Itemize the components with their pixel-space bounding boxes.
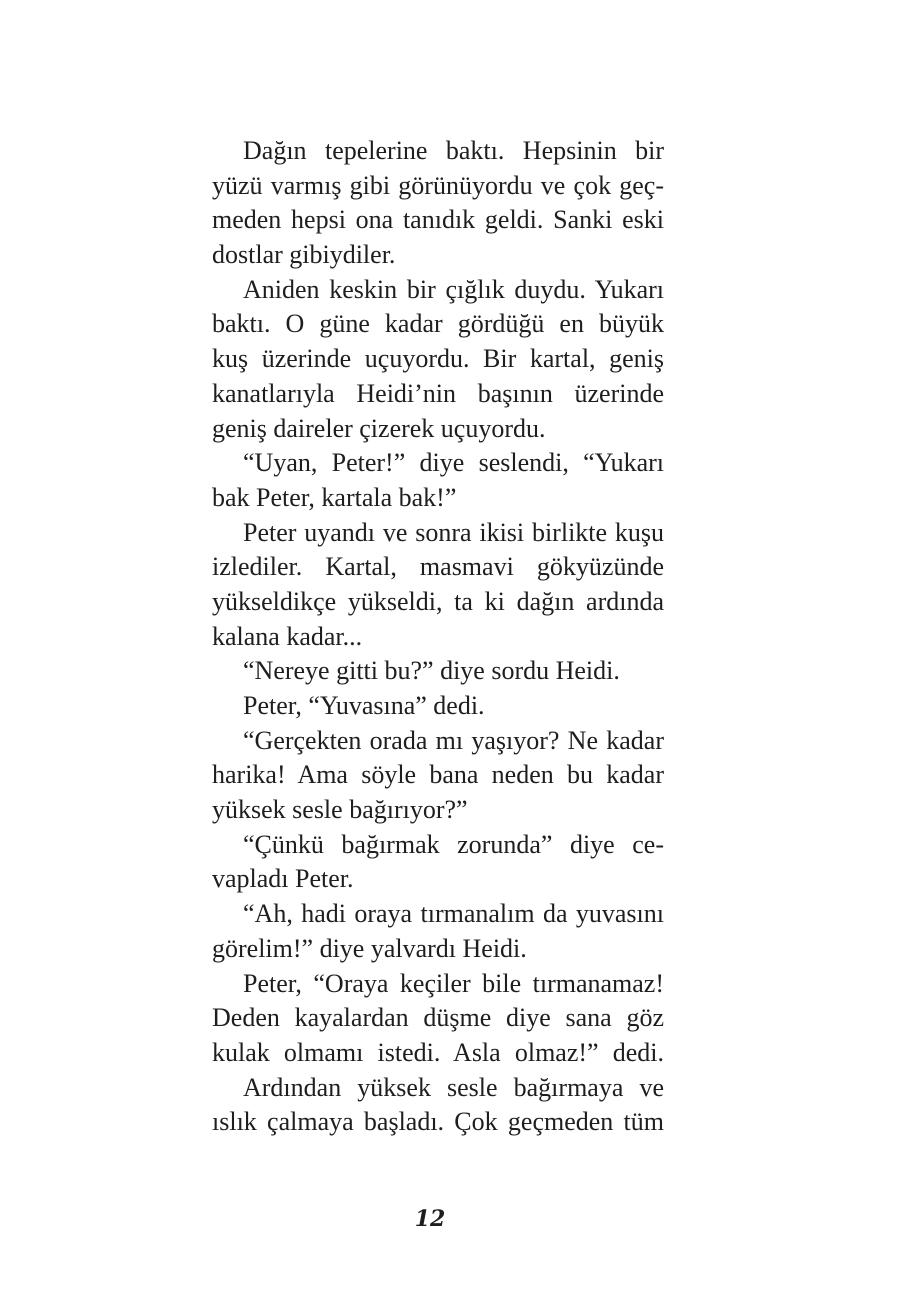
text-line: kanatlarıyla Heidi’nin başının üzerinde xyxy=(212,378,664,408)
text-line: “Ah, hadi oraya tırmanalım da yuvasını xyxy=(243,899,664,929)
text-line: Dağın tepelerine baktı. Hepsinin bir xyxy=(243,136,664,165)
text-line: bak Peter, kartala bak!” xyxy=(212,482,457,512)
text-line: harika! Ama söyle bana neden bu kadar xyxy=(212,760,664,790)
text-line: dostlar gibiydiler. xyxy=(212,240,396,270)
text-line: baktı. O güne kadar gördüğü en büyük xyxy=(212,309,664,339)
text-line: meden hepsi ona tanıdık geldi. Sanki eski xyxy=(212,205,664,235)
text-line: Aniden keskin bir çığlık duydu. Yukarı xyxy=(243,274,664,304)
text-line: kuş üzerinde uçuyordu. Bir kartal, geniş xyxy=(212,344,664,374)
body-text xyxy=(212,134,664,1140)
text-line: kulak olmamı istedi. Asla olmaz!” dedi. xyxy=(212,1037,664,1067)
text-line: Peter, “Oraya keçiler bile tırmanamaz! xyxy=(243,968,664,998)
text-line: “Çünkü bağırmak zorunda” diye ce- xyxy=(243,829,664,859)
text-line: yükseldikçe yükseldi, ta ki dağın ardında xyxy=(212,586,664,616)
text-line: “Gerçekten orada mı yaşıyor? Ne kadar xyxy=(243,725,664,755)
text-line: geniş daireler çizerek uçuyordu. xyxy=(212,413,546,443)
text-line: Deden kayalardan düşme diye sana göz xyxy=(212,1003,664,1033)
text-line: ıslık çalmaya başladı. Çok geçmeden tüm xyxy=(212,1107,664,1137)
text-line: “Uyan, Peter!” diye seslendi, “Yukarı xyxy=(243,448,664,478)
text-line: izlediler. Kartal, masmavi gökyüzünde xyxy=(212,552,664,582)
text-line: yüksek sesle bağırıyor?” xyxy=(212,795,468,825)
page-number: 12 xyxy=(414,1206,446,1232)
text-line: görelim!” diye yalvardı Heidi. xyxy=(212,933,527,963)
text-line: vapladı Peter. xyxy=(212,864,354,894)
text-line: yüzü varmış gibi görünüyordu ve çok geç- xyxy=(212,170,664,200)
text-line: Peter uyandı ve sonra ikisi birlikte kuşu xyxy=(243,517,664,547)
text-line: Ardından yüksek sesle bağırmaya ve xyxy=(243,1072,664,1102)
text-line: Peter, “Yuvasına” dedi. xyxy=(243,691,485,720)
text-line: “Nereye gitti bu?” diye sordu Heidi. xyxy=(243,656,620,686)
text-line: kalana kadar... xyxy=(212,621,363,651)
